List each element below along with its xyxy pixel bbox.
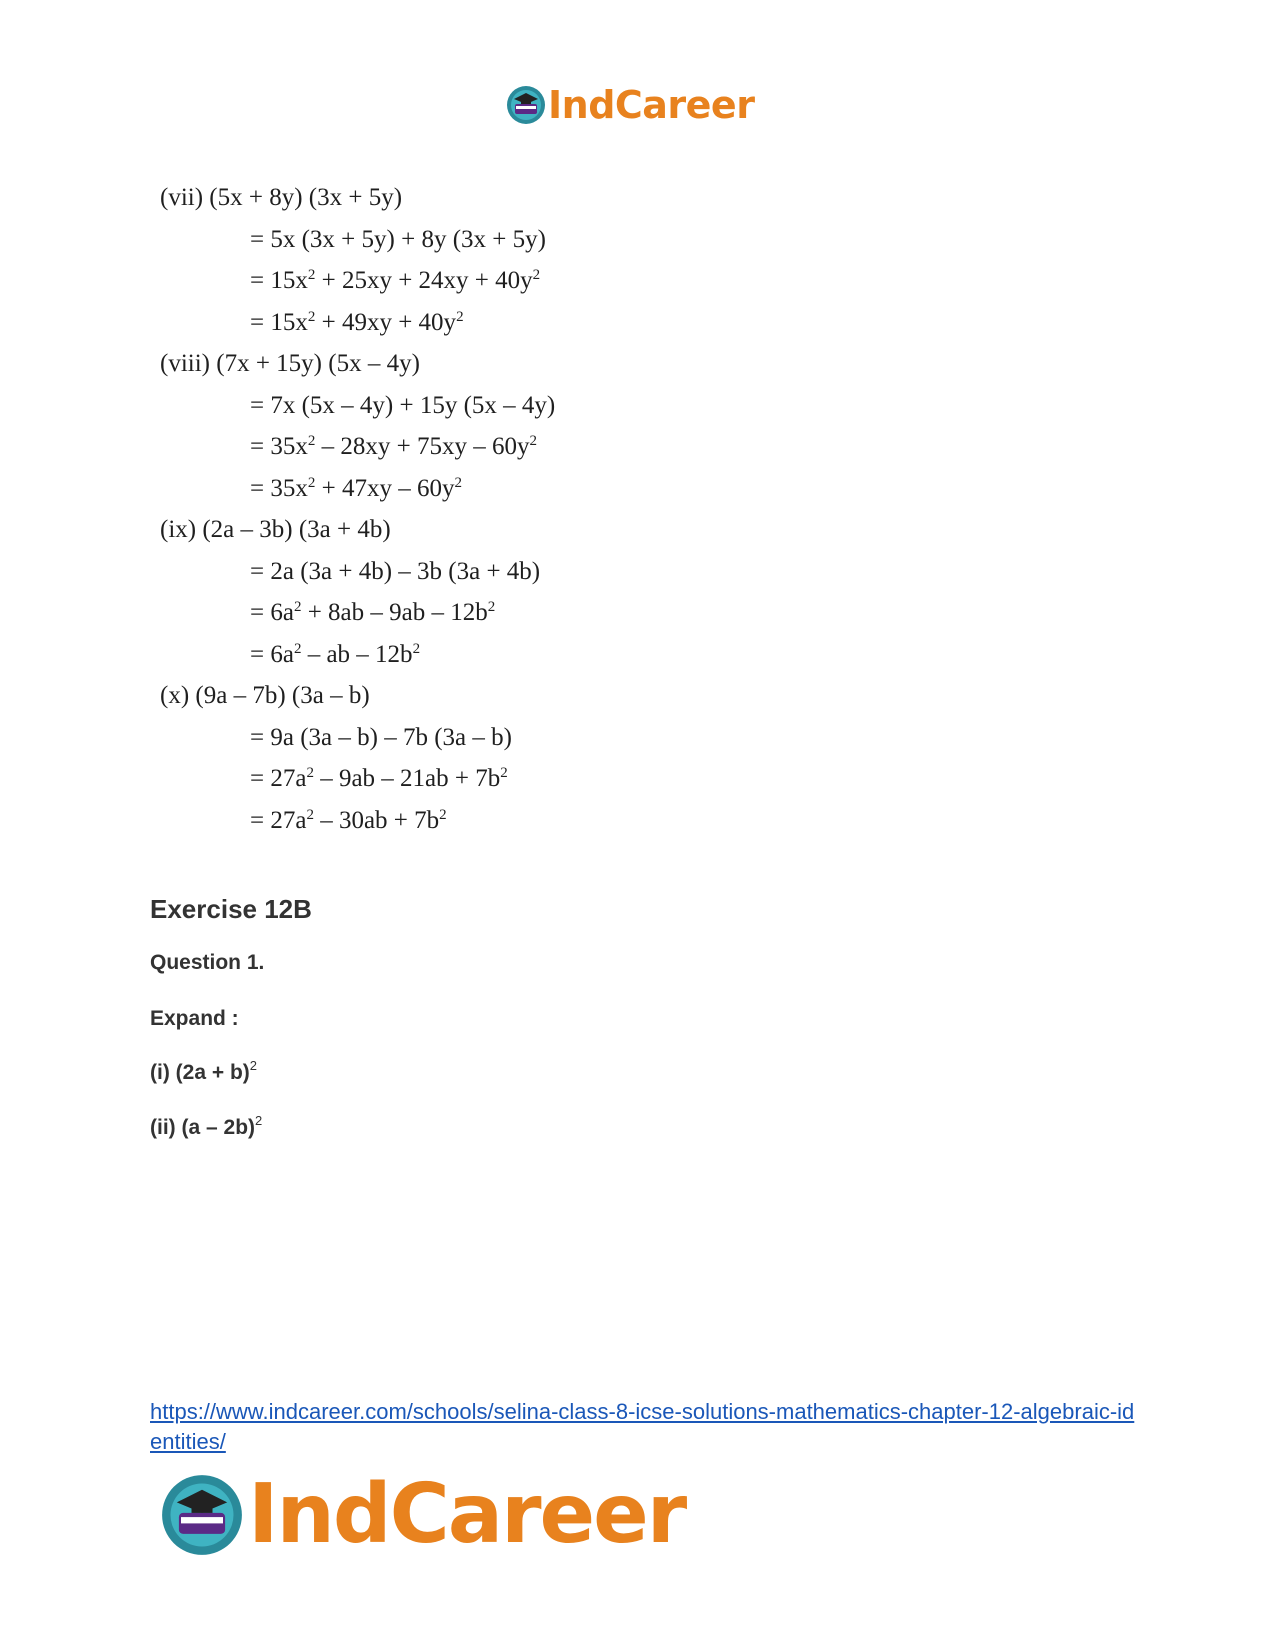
solution-step	[250, 723, 512, 753]
solution-step	[250, 598, 495, 628]
item-exponent: 2	[255, 1113, 263, 1128]
problem-statement	[160, 515, 391, 545]
question-item	[150, 1058, 257, 1085]
problem-expression: (7x + 15y) (5x – 4y)	[216, 350, 420, 377]
exponent: 2	[306, 765, 314, 781]
exponent: 2	[487, 599, 496, 615]
exponent: 2	[529, 433, 537, 449]
solution-step	[250, 764, 508, 794]
step-text: = 15x	[250, 308, 308, 336]
step-text: – 9ab – 21ab + 7b	[313, 765, 501, 792]
question-item	[150, 1113, 263, 1140]
step-text: = 2a (3a + 4b) – 3b (3a + 4b)	[250, 557, 541, 585]
step-text: = 27a	[250, 806, 307, 834]
solution-step	[250, 640, 420, 670]
problem-statement	[160, 349, 420, 379]
solution-step	[250, 806, 447, 836]
step-text: = 5x (3x + 5y) + 8y (3x + 5y)	[250, 225, 546, 253]
step-text: + 25xy + 24xy + 40y	[315, 267, 533, 294]
exponent: 2	[307, 474, 316, 491]
item-exponent: 2	[249, 1058, 257, 1073]
step-text: – 30ab + 7b	[313, 806, 440, 834]
solution-step	[250, 432, 537, 462]
problem-expression: (5x + 8y) (3x + 5y)	[209, 184, 403, 211]
step-text: = 15x	[250, 267, 308, 294]
problem-statement	[160, 681, 370, 711]
problem-expression: (9a – 7b) (3a – b)	[195, 682, 370, 709]
exponent: 2	[307, 267, 316, 283]
step-text: + 8ab – 9ab – 12b	[301, 599, 488, 626]
exercise-heading: Exercise 12B	[150, 894, 312, 924]
step-text: = 6a	[250, 599, 294, 626]
problem-label: (x)	[160, 682, 196, 709]
exponent: 2	[307, 433, 316, 449]
problem-label: (viii)	[160, 350, 217, 377]
problem-label: (ix)	[160, 516, 203, 543]
step-text: = 27a	[250, 765, 307, 792]
solution-step	[250, 266, 540, 296]
solution-step	[250, 391, 555, 421]
graduation-book-emblem-icon	[160, 1473, 244, 1557]
exponent: 2	[532, 267, 541, 283]
source-link[interactable]: https://www.indcareer.com/schools/selina-class-8-icse-solutions-mathematics-chapter-12-algebraic-identities/	[150, 1399, 1135, 1454]
exponent: 2	[306, 806, 314, 823]
step-text: – 28xy + 75xy – 60y	[315, 433, 530, 460]
step-text: + 47xy – 60y	[315, 474, 455, 502]
problem-statement	[160, 183, 402, 213]
exponent: 2	[412, 640, 421, 657]
header-logo	[506, 82, 754, 128]
instruction-text: Expand :	[150, 1007, 239, 1030]
footer-logo	[160, 1467, 686, 1562]
step-text: = 9a (3a – b) – 7b (3a – b)	[250, 723, 512, 751]
step-text: = 35x	[250, 433, 308, 460]
exponent: 2	[293, 640, 302, 657]
step-text: + 49xy + 40y	[315, 308, 457, 336]
question-label: Question 1.	[150, 951, 265, 974]
solution-step	[250, 557, 540, 587]
solution-step	[250, 308, 464, 338]
solution-step	[250, 474, 462, 504]
exponent: 2	[500, 765, 508, 781]
exponent: 2	[439, 806, 447, 823]
brand-wordmark: IndCareer	[548, 83, 755, 127]
step-text: – ab – 12b	[301, 640, 413, 668]
problem-expression: (2a – 3b) (3a + 4b)	[202, 516, 391, 543]
step-text: = 7x (5x – 4y) + 15y (5x – 4y)	[250, 391, 556, 419]
exponent: 2	[293, 599, 302, 615]
exponent: 2	[456, 308, 464, 325]
step-text: = 35x	[250, 474, 308, 502]
problem-label: (vii)	[160, 184, 210, 211]
solution-step	[250, 225, 546, 255]
item-text: (i) (2a + b)	[150, 1061, 250, 1084]
step-text: = 6a	[250, 640, 294, 668]
graduation-book-emblem-icon	[506, 85, 546, 125]
item-text: (ii) (a – 2b)	[150, 1116, 256, 1139]
exponent: 2	[307, 308, 316, 325]
brand-wordmark: IndCareer	[248, 1467, 686, 1562]
exponent: 2	[454, 474, 462, 491]
